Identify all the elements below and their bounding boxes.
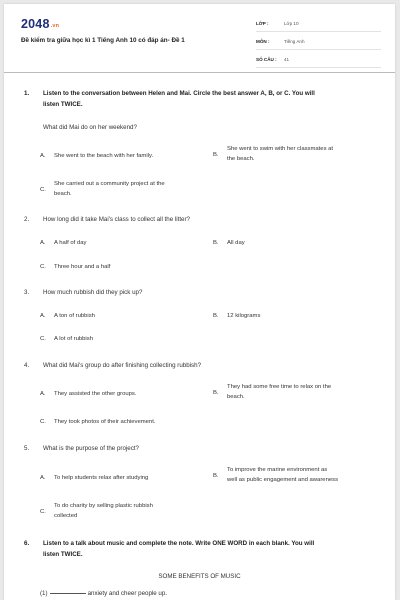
logo-text: 2048 (21, 17, 50, 31)
option-text-line: collected (54, 513, 78, 520)
note-text: anxiety and cheer people up. (87, 590, 168, 597)
option-text-line: To improve the marine environment as (227, 467, 328, 473)
option-text-line: the beach. (227, 156, 255, 163)
option-letter: A. (40, 153, 46, 159)
blank-number: (1) (40, 590, 48, 597)
meta-row-subject (256, 36, 381, 50)
option-text: A ton of rubbish (54, 313, 95, 319)
option-text-line: She went to swim with her classmates at (227, 146, 334, 152)
option-2c[interactable] (40, 262, 200, 274)
option-5c[interactable] (40, 501, 210, 525)
option-letter: B. (213, 473, 219, 479)
option-1a[interactable] (40, 151, 200, 163)
question-text: How much rubbish did they pick up? (43, 289, 143, 296)
instruction-line: Listen to a talk about music and complete the note. Write ONE WORD in each blank. You will (43, 540, 315, 547)
note-title: SOME BENEFITS OF MUSIC (158, 573, 241, 580)
note-line-1 (40, 589, 340, 600)
option-text: She went to the beach with her family. (54, 153, 154, 159)
option-letter: C. (40, 419, 46, 425)
meta-table (256, 18, 381, 72)
option-text (227, 465, 338, 486)
question-text: What is the purpose of the project? (43, 445, 139, 452)
option-2a[interactable] (40, 238, 200, 250)
option-text: They took photos of their achievement. (54, 419, 156, 425)
option-text-line: beach. (227, 394, 245, 401)
option-text: A lot of rubbish (54, 336, 93, 342)
option-4b[interactable] (213, 382, 378, 406)
option-text: They assisted the other groups. (54, 391, 137, 397)
option-text-line: She carried out a community project at the (54, 181, 165, 187)
option-letter: B. (213, 313, 219, 319)
option-5a[interactable] (40, 473, 210, 485)
question-number: 4. (24, 362, 30, 369)
meta-key: MÔN : (256, 39, 270, 44)
option-3c[interactable] (40, 334, 200, 346)
option-letter: B. (213, 240, 219, 246)
meta-key: LỚP : (256, 21, 269, 26)
meta-row-count (256, 54, 381, 68)
instruction-line: Listen to the conversation between Helen and Mai. Circle the best answer A, B, or C. You will (43, 90, 315, 97)
question-text: How long did it take Mai's class to collect all the litter? (43, 216, 190, 223)
option-4a[interactable] (40, 389, 205, 401)
worksheet-page (4, 4, 395, 600)
option-letter: B. (213, 152, 219, 158)
meta-value: 41 (284, 57, 290, 62)
option-text-line: They had some free time to relax on the (227, 384, 332, 390)
option-3b[interactable] (213, 311, 373, 323)
site-logo[interactable] (21, 17, 59, 31)
option-5b[interactable] (213, 465, 388, 489)
option-text-line: well as public engagement and awareness (227, 477, 339, 484)
option-letter: C. (40, 509, 46, 515)
option-letter: C. (40, 264, 46, 270)
option-text: All day (227, 240, 245, 246)
question-number: 1. (24, 90, 30, 97)
option-1b[interactable] (213, 144, 378, 168)
instruction (43, 539, 381, 561)
option-4c[interactable] (40, 417, 220, 429)
instruction (43, 89, 381, 111)
option-letter: A. (40, 475, 46, 481)
option-letter: C. (40, 336, 46, 342)
question-text: What did Mai do on her weekend? (43, 124, 137, 131)
instruction-line: listen TWICE. (43, 100, 83, 108)
option-text: Three hour and a half (54, 264, 111, 270)
option-letter: A. (40, 391, 46, 397)
logo-suffix: .vn (50, 23, 60, 29)
option-text: 12 kilograms (227, 313, 261, 319)
option-letter: C. (40, 187, 46, 193)
answer-blank[interactable] (50, 593, 86, 594)
option-text-line: beach. (54, 191, 72, 198)
option-letter: A. (40, 313, 46, 319)
option-2b[interactable] (213, 238, 373, 250)
option-letter: B. (213, 390, 219, 396)
option-text-line: To do charity by selling plastic rubbish (54, 503, 153, 509)
question-number: 3. (24, 289, 30, 296)
meta-value: Lớp 10 (284, 21, 299, 26)
option-text: To help students relax after studying (54, 475, 149, 481)
option-text (227, 144, 333, 165)
document-title: Đề kiểm tra giữa học kì 1 Tiếng Anh 10 có đáp án- Đề 1 (21, 37, 185, 44)
meta-key: SỐ CÂU : (256, 57, 277, 62)
option-text (54, 501, 153, 522)
document-header (4, 4, 395, 73)
question-text: What did Mai's group do after finishing collecting rubbish? (43, 362, 202, 369)
instruction-line: listen TWICE. (43, 550, 83, 558)
option-1c[interactable] (40, 179, 210, 203)
option-3a[interactable] (40, 311, 200, 323)
question-number: 5. (24, 445, 30, 452)
option-text (54, 179, 165, 200)
meta-row-class (256, 18, 381, 32)
question-number: 6. (24, 540, 30, 547)
option-text (227, 382, 331, 403)
question-number: 2. (24, 216, 30, 223)
option-text: A half of day (54, 240, 87, 246)
meta-value: Tiếng Anh (284, 39, 305, 44)
option-letter: A. (40, 240, 46, 246)
